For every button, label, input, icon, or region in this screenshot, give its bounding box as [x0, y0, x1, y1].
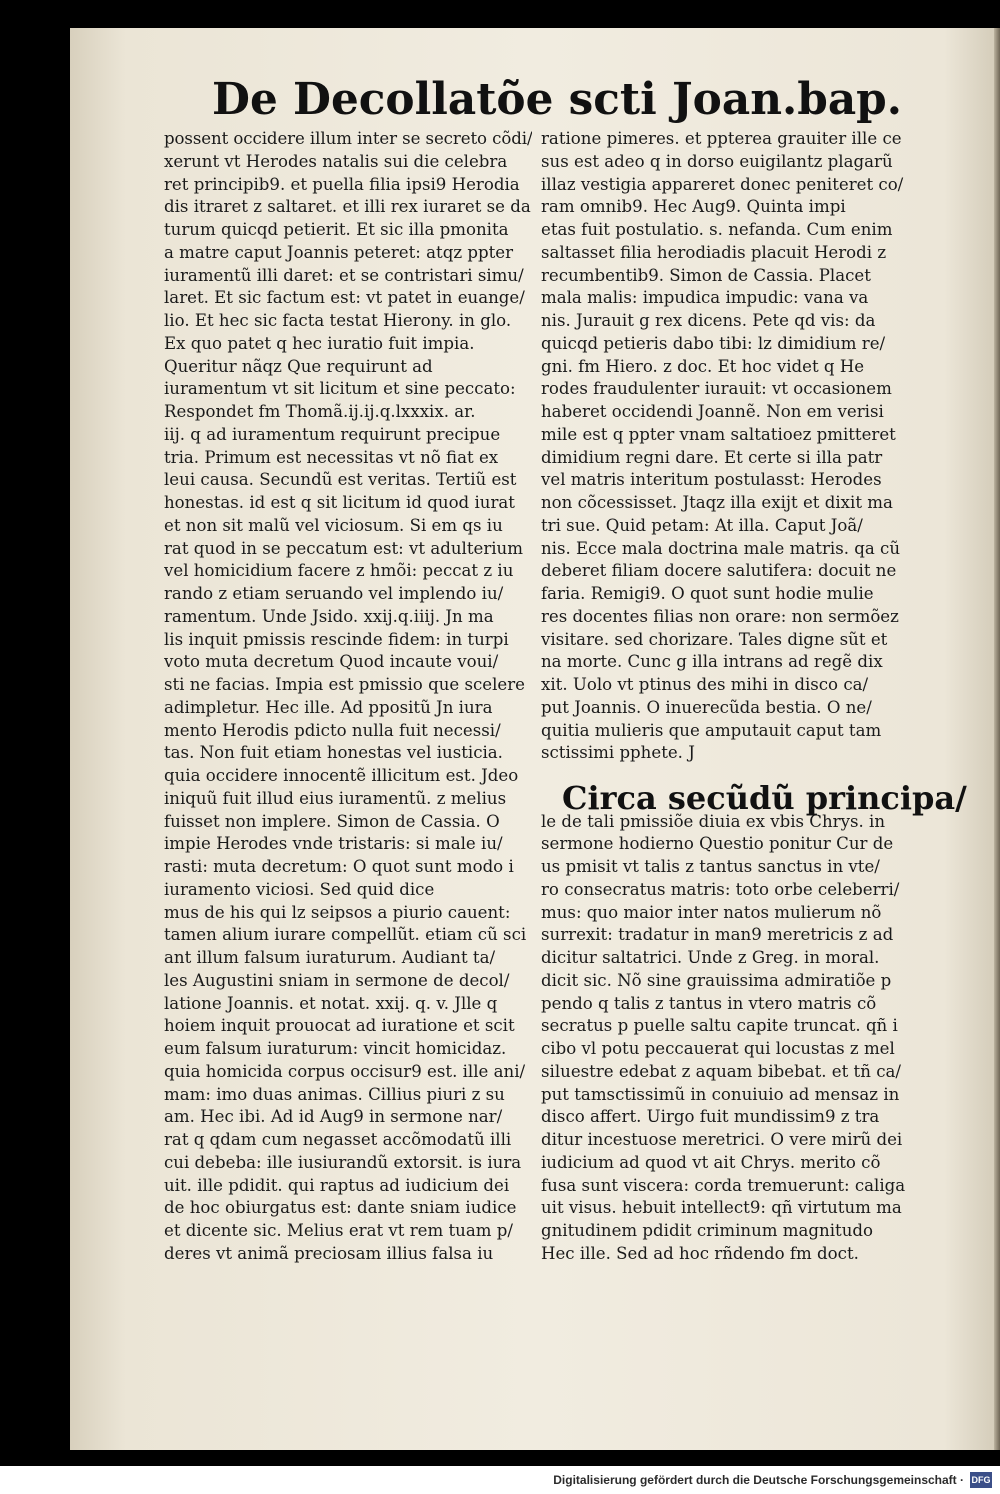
- text-line: sti ne facias. Impia est pmissio que scelere: [164, 675, 525, 694]
- text-line: am. Hec ibi. Ad id Aug9 in sermone nar/: [164, 1107, 503, 1127]
- page-edge: [994, 28, 1000, 1450]
- text-line: impie Herodes vnde tristaris: si male iu/: [164, 834, 503, 854]
- text-line: ret principib9. et puella filia ipsi9 Herodia: [164, 174, 520, 194]
- text-line: surrexit: tradatur in man9 meretricis z ad: [541, 925, 894, 945]
- text-line: nis. Ecce mala doctrina male matris. qa cũ: [541, 538, 901, 558]
- text-line: recumbentib9. Simon de Cassia. Placet: [541, 265, 871, 285]
- text-line: etas fuit postulatio. s. nefanda. Cum enim: [541, 220, 893, 239]
- text-line: xit. Uolo vt ptinus des mihi in disco ca/: [541, 675, 869, 694]
- text-line: tria. Primum est necessitas vt nõ fiat ex: [164, 447, 499, 467]
- text-line: secratus p puelle saltu capite truncat. qñ i: [541, 1016, 898, 1036]
- text-line: uit visus. hebuit intellect9: qñ virtutum ma: [541, 1198, 902, 1218]
- text-line: hoiem inquit prouocat ad iuratione et scit: [164, 1016, 515, 1036]
- text-line: mus: quo maior inter natos mulierum nõ: [541, 902, 882, 922]
- text-line: rat q qdam cum negasset accõmodatũ illi: [164, 1130, 512, 1149]
- running-title: De Decollatõe scti Joan.bap.: [212, 74, 903, 125]
- text-line: a matre caput Joannis peteret: atqz ppter: [164, 242, 514, 262]
- text-line: iudicium ad quod vt ait Chrys. merito cõ: [541, 1152, 881, 1172]
- text-line: haberet occidendi Joannẽ. Non em verisi: [541, 402, 884, 421]
- text-line: us pmisit vt talis z tantus sanctus in vte/: [541, 857, 880, 876]
- text-line: res docentes filias non orare: non sermõez: [541, 606, 899, 626]
- text-line: quicqd petieris dabo tibi: lz dimidium re/: [541, 333, 886, 353]
- text-line: faria. Remigi9. O quot sunt hodie mulie: [541, 584, 874, 603]
- text-line: Respondet fm Thomã.ij.ij.q.lxxxix. ar.: [164, 402, 476, 421]
- text-line: quia occidere innocentẽ illicitum est. Jdeo: [164, 766, 519, 785]
- text-line: de hoc obiurgatus est: dante sniam iudice: [164, 1198, 517, 1218]
- text-line: gni. fm Hiero. z doc. Et hoc videt q He: [541, 356, 865, 376]
- text-line: eum falsum iuraturum: vincit homicidaz.: [164, 1039, 507, 1058]
- text-line: cibo vl potu peccauerat qui locustas z mel: [541, 1039, 895, 1058]
- text-line: put Joannis. O inuerecũda bestia. O ne/: [541, 697, 872, 717]
- text-line: tri sue. Quid petam: At illa. Caput Joã/: [541, 515, 863, 535]
- text-line: fusa sunt viscera: corda tremuerunt: caliga: [541, 1175, 906, 1195]
- text-line: nis. Jurauit g rex dicens. Pete qd vis: da: [541, 311, 876, 330]
- text-line: lio. Et hec sic facta testat Hierony. in glo.: [164, 311, 512, 330]
- text-line: rodes fraudulenter iurauit: vt occasionem: [541, 379, 892, 399]
- text-line: ram omnib9. Hec Aug9. Quinta impi: [541, 197, 846, 217]
- text-line: et dicente sic. Melius erat vt rem tuam p/: [164, 1221, 513, 1240]
- text-line: mam: imo duas animas. Cillius piuri z su: [164, 1084, 505, 1104]
- text-line: Ex quo patet q hec iuratio fuit impia.: [164, 333, 475, 353]
- text-line: non cõcessisset. Jtaqz illa exijt et dixit ma: [541, 493, 893, 512]
- text-line: rasti: muta decretum: O quot sunt modo i: [164, 857, 514, 876]
- text-line: mus de his qui lz seipsos a piurio cauent:: [164, 902, 511, 922]
- text-line: quia homicida corpus occisur9 est. ille ani/: [164, 1061, 526, 1081]
- section-heading: Circa secũdũ principa/: [562, 779, 967, 817]
- text-line: rat quod in se peccatum est: vt adulterium: [164, 538, 523, 558]
- text-line: et non sit malũ vel viciosum. Si em qs iu: [164, 515, 503, 535]
- text-line: uit. ille pdidit. qui raptus ad iudicium dei: [164, 1175, 510, 1195]
- text-line: iij. q ad iuramentum requirunt precipue: [164, 424, 501, 444]
- text-line: lis inquit pmissis rescinde fidem: in turpi: [164, 629, 509, 649]
- text-line: illaz vestigia appareret donec peniteret co/: [541, 174, 904, 194]
- text-line: vel homicidium facere z hmõi: peccat z iu: [164, 561, 514, 581]
- text-line: honestas. id est q sit licitum id quod iurat: [164, 493, 515, 512]
- text-line: latione Joannis. et notat. xxij. q. v. Jlle q: [164, 993, 498, 1013]
- text-line: disco affert. Uirgo fuit mundissim9 z tra: [541, 1107, 880, 1127]
- text-line: leui causa. Secundũ est veritas. Tertiũ est: [164, 470, 517, 490]
- text-line: iniquũ fuit illud eius iuramentũ. z melius: [164, 788, 507, 808]
- text-line: na morte. Cunc g illa intrans ad regẽ dix: [541, 652, 883, 672]
- text-line: ratione pimeres. et ppterea grauiter ille ce: [541, 129, 902, 148]
- text-line: dicit sic. Nõ sine grauissima admiratiõe p: [541, 970, 892, 990]
- text-line: dicitur saltatrici. Unde z Greg. in moral.: [541, 948, 880, 967]
- text-line: mile est q ppter vnam saltatioez pmitteret: [541, 424, 896, 444]
- text-line: les Augustini sniam in sermone de decol/: [164, 970, 510, 990]
- text-line: vel matris interitum postulasst: Herodes: [541, 470, 882, 490]
- text-line: sermone hodierno Questio ponitur Cur de: [541, 834, 894, 854]
- text-line: ant illum falsum iuraturum. Audiant ta/: [164, 948, 496, 967]
- text-line: turum quicqd petierit. Et sic illa pmonita: [164, 220, 509, 239]
- text-line: pendo q talis z tantus in vtero matris cõ: [541, 993, 877, 1013]
- text-line: voto muta decretum Quod incaute voui/: [164, 652, 499, 672]
- text-line: gnitudinem pdidit criminum magnitudo: [541, 1221, 874, 1240]
- text-line: visitare. sed chorizare. Tales digne sũt et: [541, 629, 888, 649]
- text-line: fuisset non implere. Simon de Cassia. O: [164, 811, 500, 831]
- dfg-logo-icon: DFG: [970, 1472, 992, 1488]
- text-line: mento Herodis pdicto nulla fuit necessi/: [164, 720, 501, 740]
- text-line: cui debeba: ille iusiurandũ extorsit. is iura: [164, 1152, 522, 1172]
- text-line: siluestre edebat z aquam bibebat. et tñ ca/: [541, 1061, 901, 1081]
- text-line: le de tali pmissiõe diuia ex vbis Chrys. in: [541, 811, 886, 831]
- text-line: put tamsctissimũ in conuiuio ad mensaz in: [541, 1084, 900, 1104]
- text-line: mala malis: impudica impudic: vana va: [541, 288, 869, 308]
- text-line: sus est adeo q in dorso euigilantz plagarũ: [541, 151, 893, 171]
- text-line: iuramentũ illi daret: et se contristari simu/: [164, 265, 524, 285]
- text-line: iuramento viciosi. Sed quid dice: [164, 879, 435, 899]
- text-line: dimidium regni dare. Et certe si illa patr: [541, 447, 883, 467]
- text-line: deres vt animã preciosam illius falsa iu: [164, 1243, 494, 1263]
- left-text-column: [164, 128, 532, 1266]
- text-line: quitia mulieris que amputauit caput tam: [541, 720, 882, 740]
- text-line: Queritur nãqz Que requirunt ad: [164, 356, 433, 376]
- text-line: possent occidere illum inter se secreto cõdi/: [164, 129, 532, 148]
- text-line: adimpletur. Hec ille. Ad ppositũ Jn iura: [164, 697, 493, 717]
- text-line: ramentum. Unde Jsido. xxij.q.iiij. Jn ma: [164, 606, 494, 626]
- text-line: rando z etiam seruando vel implendo iu/: [164, 584, 504, 603]
- text-line: ro consecratus matris: toto orbe celeberri/: [541, 879, 900, 899]
- text-line: saltasset filia herodiadis placuit Herodi z: [541, 242, 887, 262]
- digitization-credit: Digitalisierung gefördert durch die Deutsche Forschungsgemeinschaft ·: [553, 1473, 964, 1487]
- text-line: xerunt vt Herodes natalis sui die celebra: [164, 151, 508, 171]
- text-line: laret. Et sic factum est: vt patet in euange/: [164, 288, 525, 308]
- text-line: tamen alium iurare compellũt. etiam cũ sci: [164, 925, 527, 945]
- text-line: sctissimi pphete. J: [541, 743, 695, 763]
- text-line: iuramentum vt sit licitum et sine peccato:: [164, 379, 516, 399]
- text-line: deberet filiam docere salutifera: docuit ne: [541, 561, 897, 581]
- text-line: ditur incestuose meretrici. O vere mirũ dei: [541, 1130, 903, 1149]
- right-text-column: [541, 128, 967, 1266]
- text-line: Hec ille. Sed ad hoc rñdendo fm doct.: [541, 1243, 859, 1263]
- text-line: tas. Non fuit etiam honestas vel iusticia.: [164, 743, 503, 763]
- text-line: dis itraret z saltaret. et illi rex iuraret se da: [164, 197, 531, 217]
